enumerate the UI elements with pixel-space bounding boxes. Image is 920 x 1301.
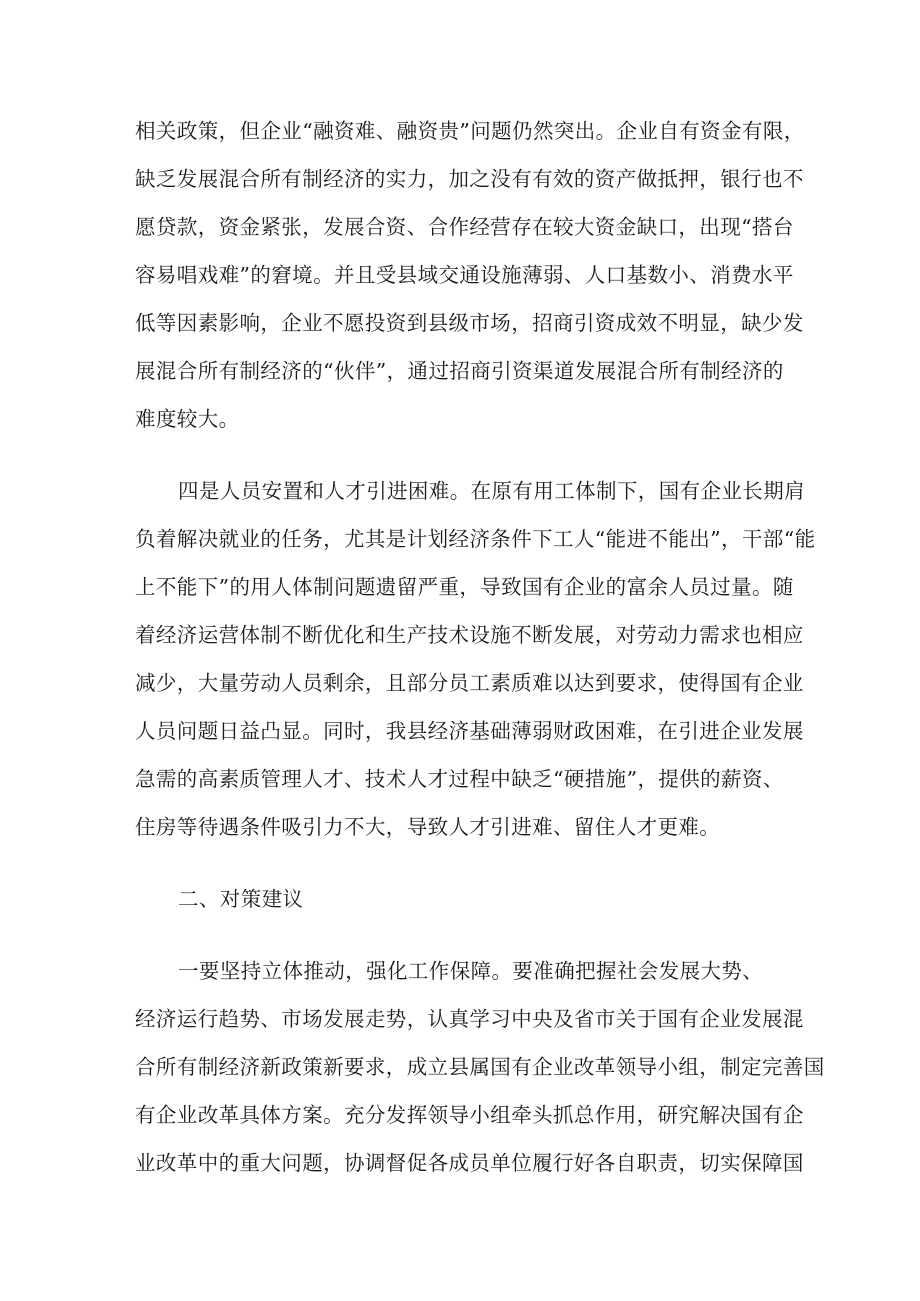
paragraph-line: 负着解决就业的任务，尤其是计划经济条件下工人“能进不能出”，干部“能 [135,527,816,551]
paragraph-line: 容易唱戏难”的窘境。并且受县域交通设施薄弱、人口基数小、消费水平 [135,263,794,287]
paragraph-line: 低等因素影响，企业不愿投资到县级市场，招商引资成效不明显，缺少发 [135,311,804,335]
paragraph-line: 展混合所有制经济的“伙伴”，通过招商引资渠道发展混合所有制经济的 [135,359,784,383]
paragraph-line: 相关政策，但企业“融资难、融资贵”问题仍然突出。企业自有资金有限， [135,119,805,143]
paragraph-line: 住房等待遇条件吸引力不大，导致人才引进难、留住人才更难。 [135,815,721,839]
paragraph-line: 一要坚持立体推动，强化工作保障。要准确把握社会发展大势、 [178,959,764,983]
paragraph-line: 难度较大。 [135,407,240,431]
paragraph-line: 减少，大量劳动人员剩余，且部分员工素质难以达到要求，使得国有企业 [135,671,804,695]
paragraph-line: 业改革中的重大问题，协调督促各成员单位履行好各自职责，切实保障国 [135,1151,804,1175]
paragraph-line: 有企业改革具体方案。充分发挥领导小组牵头抓总作用，研究解决国有企 [135,1103,804,1127]
paragraph-line: 人员问题日益凸显。同时，我县经济基础薄弱财政困难，在引进企业发展 [135,719,804,743]
paragraph-line: 缺乏发展混合所有制经济的实力，加之没有有效的资产做抵押，银行也不 [135,167,804,191]
paragraph-line: 上不能下”的用人体制问题遗留严重，导致国有企业的富余人员过量。随 [135,575,794,599]
paragraph-line: 急需的高素质管理人才、技术人才过程中缺乏“硬措施”，提供的薪资、 [135,767,784,791]
paragraph-line: 着经济运营体制不断优化和生产技术设施不断发展，对劳动力需求也相应 [135,623,804,647]
paragraph-line: 四是人员安置和人才引进困难。在原有用工体制下，国有企业长期肩 [178,479,805,503]
paragraph-line: 合所有制经济新政策新要求，成立县属国有企业改革领导小组，制定完善国 [135,1055,825,1079]
paragraph-line: 经济运行趋势、市场发展走势，认真学习中央及省市关于国有企业发展混 [135,1007,804,1031]
paragraph-line: 愿贷款，资金紧张，发展合资、合作经营存在较大资金缺口，出现“搭台 [135,215,794,239]
section-heading: 二、对策建议 [178,887,304,911]
